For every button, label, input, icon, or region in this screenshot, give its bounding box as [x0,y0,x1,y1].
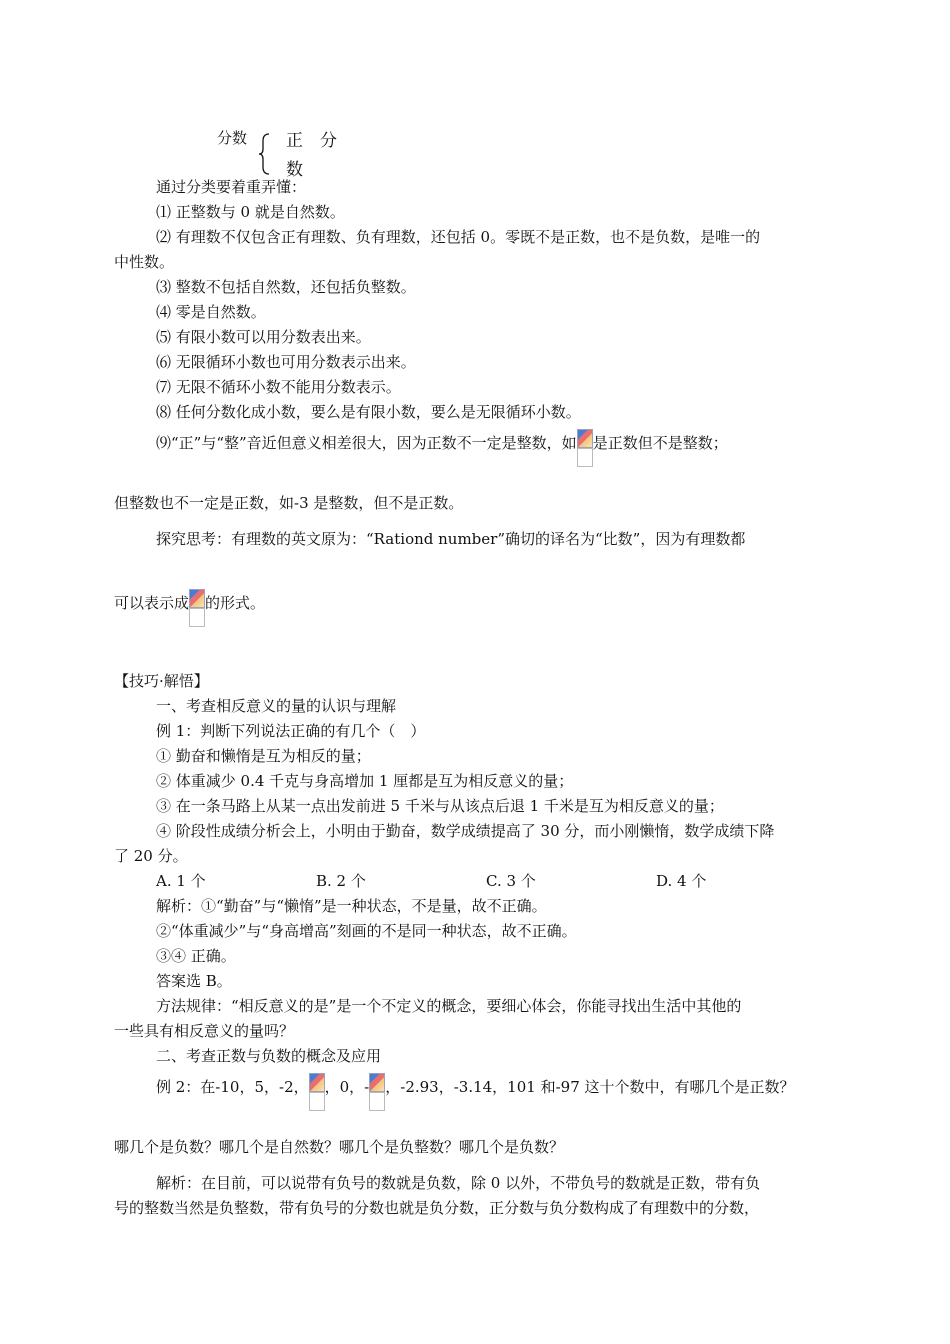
curly-brace-icon [258,133,270,175]
fraction-image-icon [309,1073,325,1111]
example-1-item-1: ① 勤奋和懒惰是互为相反的量； [156,747,371,765]
example-2-a: 例 2：在-10，5，-2， [156,1078,309,1096]
point-6: ⑹ 无限循环小数也可用分数表示出来。 [156,353,416,371]
explore-line-1: 探究思考：有理数的英文原为：“Rationd number”确切的译名为“比数”，因为有理数都 [156,530,746,548]
example-1: 例 1：判断下列说法正确的有几个（ ） [156,722,426,740]
example-2-c: ，-2.93，-3.14，101 和-97 这十个数中，有哪几个是正数？ [385,1078,795,1096]
fraction-image-icon [577,429,593,467]
fraction-image-icon [189,589,205,627]
explore-line-2-before: 可以表示成 [114,594,190,612]
analysis-1: 解析：①“勤奋”与“懒惰”是一种状态，不是量，故不正确。 [156,897,547,915]
point-5: ⑸ 有限小数可以用分数表出来。 [156,328,371,346]
example-2-continued: 哪几个是负数？哪几个是自然数？哪几个是负整数？哪几个是负数？ [114,1138,565,1156]
fraction-image-icon [369,1073,385,1111]
point-2-continued: 中性数。 [114,253,175,271]
classification-label: 分数 [217,129,248,147]
example-1-item-4: ④ 阶段性成绩分析会上，小明由于勤奋，数学成绩提高了 30 分，而小刚懒惰，数学成绩下降 [156,822,775,840]
classification-positive: 正 分 [286,131,337,151]
point-1: ⑴ 正整数与 0 就是自然数。 [156,203,345,221]
part2-analysis-1: 解析：在目前，可以说带有负号的数就是负数，除 0 以外，不带负号的数就是正数，带有负 [156,1174,761,1192]
point-2: ⑵ 有理数不仅包含正有理数、负有理数，还包括 0。零既不是正数，也不是负数，是唯一的 [156,228,761,246]
method-line-1: 方法规律：“相反意义的是”是一个不定义的概念，要细心体会，你能寻找出生活中其他的 [156,997,742,1015]
answer: 答案选 B。 [156,972,232,990]
analysis-2: ②“体重减少”与“身高增高”刻画的不是同一种状态，故不正确。 [156,922,577,940]
example-1-item-3: ③ 在一条马路上从某一点出发前进 5 千米与从该点后退 1 千米是互为相反意义的量； [156,797,724,815]
part2-analysis-2: 号的整数当然是负整数，带有负号的分数也就是负分数，正分数与负分数构成了有理数中的分数， [114,1199,760,1217]
point-8: ⑻ 任何分数化成小数，要么是有限小数，要么是无限循环小数。 [156,403,581,421]
point-9-continued: 但整数也不一定是正数，如-3 是整数，但不是正数。 [114,494,464,512]
option-a: A. 1 个 [156,872,206,890]
point-4: ⑷ 零是自然数。 [156,303,266,321]
point-9-before: ⑼“正”与“整”音近但意义相差很大，因为正数不一定是整数，如 [156,434,577,452]
explore-line-2 [114,593,265,627]
explore-line-2-after: 的形式。 [205,594,266,612]
option-b: B. 2 个 [316,872,366,890]
section-title: 【技巧·解悟】 [114,672,209,690]
intro-text: 通过分类要着重弄懂： [156,178,307,196]
analysis-3: ③④ 正确。 [156,947,236,965]
example-2-b: ，0，- [324,1078,370,1096]
classification-fraction: 数 [286,160,303,180]
option-d: D. 4 个 [656,872,707,890]
part2-heading: 二、考查正数与负数的概念及应用 [156,1047,382,1065]
part1-heading: 一、考查相反意义的量的认识与理解 [156,697,397,715]
example-2 [156,1077,795,1111]
method-line-2: 一些具有相反意义的量吗？ [114,1022,295,1040]
option-c: C. 3 个 [486,872,536,890]
point-9-after: 是正数但不是整数； [592,434,728,452]
point-7: ⑺ 无限不循环小数不能用分数表示。 [156,378,401,396]
point-9 [156,433,728,467]
example-1-item-4-continued: 了 20 分。 [114,847,188,865]
example-1-item-2: ② 体重减少 0.4 千克与身高增加 1 厘都是互为相反意义的量； [156,772,574,790]
point-3: ⑶ 整数不包括自然数，还包括负整数。 [156,278,416,296]
